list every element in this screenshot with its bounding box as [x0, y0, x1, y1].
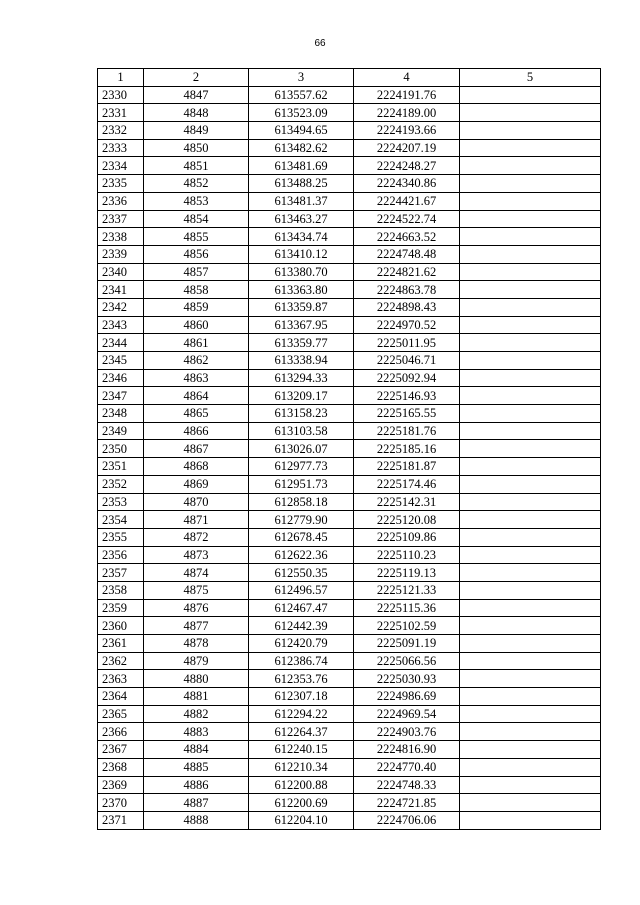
table-cell-col-5: [460, 387, 601, 405]
column-header-3: 3: [249, 69, 354, 87]
table-row: [98, 670, 601, 688]
table-cell-col-2: 4873: [144, 546, 249, 564]
table-cell-col-4: 2225102.59: [354, 617, 460, 635]
table-cell-col-5: [460, 670, 601, 688]
table-cell-col-1: 2354: [98, 511, 144, 529]
coordinates-table: [97, 68, 601, 830]
table-cell-col-1: 2352: [98, 475, 144, 493]
table-row: [98, 493, 601, 511]
table-row: [98, 794, 601, 812]
table-cell-col-2: 4870: [144, 493, 249, 511]
table-row: [98, 741, 601, 759]
table-cell-col-4: 2225185.16: [354, 440, 460, 458]
table-cell-col-3: 613294.33: [249, 369, 354, 387]
table-cell-col-3: 613367.95: [249, 316, 354, 334]
table-cell-col-5: [460, 228, 601, 246]
table-row: [98, 811, 601, 829]
table-cell-col-3: 612240.15: [249, 741, 354, 759]
table-cell-col-2: 4882: [144, 705, 249, 723]
table-cell-col-5: [460, 334, 601, 352]
table-cell-col-4: 2224721.85: [354, 794, 460, 812]
table-cell-col-4: 2224748.33: [354, 776, 460, 794]
table-cell-col-1: 2351: [98, 458, 144, 476]
table-cell-col-3: 612678.45: [249, 528, 354, 546]
table-cell-col-4: 2225066.56: [354, 652, 460, 670]
table-cell-col-1: 2348: [98, 405, 144, 423]
table-cell-col-2: 4856: [144, 245, 249, 263]
table-cell-col-5: [460, 245, 601, 263]
table-cell-col-2: 4864: [144, 387, 249, 405]
table-cell-col-5: [460, 104, 601, 122]
table-cell-col-3: 613359.77: [249, 334, 354, 352]
table-cell-col-4: 2224970.52: [354, 316, 460, 334]
table-cell-col-2: 4871: [144, 511, 249, 529]
table-cell-col-1: 2369: [98, 776, 144, 794]
table-cell-col-1: 2366: [98, 723, 144, 741]
table-row: [98, 334, 601, 352]
table-cell-col-2: 4859: [144, 298, 249, 316]
table-cell-col-3: 613482.62: [249, 139, 354, 157]
table-cell-col-4: 2225030.93: [354, 670, 460, 688]
table-cell-col-1: 2341: [98, 281, 144, 299]
table-cell-col-5: [460, 210, 601, 228]
table-row: [98, 157, 601, 175]
table-cell-col-2: 4849: [144, 122, 249, 140]
table-row: [98, 228, 601, 246]
table-cell-col-4: 2224816.90: [354, 741, 460, 759]
table-cell-col-4: 2224340.86: [354, 175, 460, 193]
column-header-2: 2: [144, 69, 249, 87]
table-row: [98, 546, 601, 564]
table-row: [98, 175, 601, 193]
table-cell-col-4: 2224248.27: [354, 157, 460, 175]
table-cell-col-1: 2339: [98, 245, 144, 263]
table-row: [98, 352, 601, 370]
table-cell-col-1: 2371: [98, 811, 144, 829]
table-cell-col-3: 613363.80: [249, 281, 354, 299]
table-cell-col-5: [460, 422, 601, 440]
table-cell-col-1: 2362: [98, 652, 144, 670]
table-cell-col-3: 613434.74: [249, 228, 354, 246]
table-cell-col-2: 4872: [144, 528, 249, 546]
table-cell-col-2: 4862: [144, 352, 249, 370]
table-cell-col-2: 4883: [144, 723, 249, 741]
table-row: [98, 705, 601, 723]
table-cell-col-2: 4850: [144, 139, 249, 157]
table-cell-col-5: [460, 316, 601, 334]
table-cell-col-4: 2224207.19: [354, 139, 460, 157]
table-cell-col-3: 612496.57: [249, 581, 354, 599]
table-cell-col-2: 4886: [144, 776, 249, 794]
table-row: [98, 652, 601, 670]
table-cell-col-4: 2224748.48: [354, 245, 460, 263]
table-cell-col-4: 2225142.31: [354, 493, 460, 511]
table-cell-col-1: 2330: [98, 86, 144, 104]
table-cell-col-5: [460, 298, 601, 316]
column-header-1: 1: [98, 69, 144, 87]
table-row: [98, 599, 601, 617]
table-row: [98, 210, 601, 228]
table-cell-col-4: 2224986.69: [354, 688, 460, 706]
table-cell-col-3: 613209.17: [249, 387, 354, 405]
table-cell-col-2: 4854: [144, 210, 249, 228]
table-row: [98, 122, 601, 140]
table-cell-col-4: 2225121.33: [354, 581, 460, 599]
table-row: [98, 86, 601, 104]
table-cell-col-2: 4861: [144, 334, 249, 352]
table-cell-col-4: 2224706.06: [354, 811, 460, 829]
table-cell-col-1: 2356: [98, 546, 144, 564]
table-row: [98, 635, 601, 653]
table-cell-col-1: 2340: [98, 263, 144, 281]
table-cell-col-3: 612200.88: [249, 776, 354, 794]
table-cell-col-3: 613494.65: [249, 122, 354, 140]
table-cell-col-4: 2224191.76: [354, 86, 460, 104]
table-cell-col-2: 4865: [144, 405, 249, 423]
table-cell-col-5: [460, 741, 601, 759]
table-cell-col-2: 4888: [144, 811, 249, 829]
table-cell-col-4: 2225110.23: [354, 546, 460, 564]
table-row: [98, 581, 601, 599]
table-cell-col-3: 613026.07: [249, 440, 354, 458]
table-row: [98, 369, 601, 387]
table-cell-col-4: 2225146.93: [354, 387, 460, 405]
table-row: [98, 263, 601, 281]
table-cell-col-1: 2353: [98, 493, 144, 511]
table-cell-col-5: [460, 652, 601, 670]
table-cell-col-1: 2368: [98, 758, 144, 776]
table-cell-col-5: [460, 175, 601, 193]
table-cell-col-5: [460, 635, 601, 653]
table-row: [98, 475, 601, 493]
table-cell-col-3: 613463.27: [249, 210, 354, 228]
table-cell-col-5: [460, 528, 601, 546]
table-cell-col-4: 2224193.66: [354, 122, 460, 140]
table-cell-col-3: 612779.90: [249, 511, 354, 529]
table-row: [98, 139, 601, 157]
table-cell-col-4: 2224663.52: [354, 228, 460, 246]
table-cell-col-1: 2344: [98, 334, 144, 352]
table-cell-col-5: [460, 511, 601, 529]
table-cell-col-3: 612210.34: [249, 758, 354, 776]
table-cell-col-2: 4851: [144, 157, 249, 175]
table-cell-col-5: [460, 493, 601, 511]
table-cell-col-2: 4853: [144, 192, 249, 210]
table-row: [98, 422, 601, 440]
table-cell-col-1: 2360: [98, 617, 144, 635]
table-cell-col-4: 2225119.13: [354, 564, 460, 582]
table-cell-col-4: 2225181.76: [354, 422, 460, 440]
table-cell-col-4: 2225174.46: [354, 475, 460, 493]
table-cell-col-1: 2364: [98, 688, 144, 706]
table-cell-col-5: [460, 440, 601, 458]
table-cell-col-1: 2365: [98, 705, 144, 723]
table-cell-col-2: 4858: [144, 281, 249, 299]
table-cell-col-5: [460, 263, 601, 281]
table-cell-col-2: 4869: [144, 475, 249, 493]
table-cell-col-5: [460, 546, 601, 564]
table-cell-col-5: [460, 564, 601, 582]
table-cell-col-3: 613481.69: [249, 157, 354, 175]
table-cell-col-3: 613488.25: [249, 175, 354, 193]
table-cell-col-3: 613410.12: [249, 245, 354, 263]
table-cell-col-3: 612622.36: [249, 546, 354, 564]
table-cell-col-3: 613380.70: [249, 263, 354, 281]
table-cell-col-5: [460, 458, 601, 476]
table-cell-col-1: 2358: [98, 581, 144, 599]
table-cell-col-1: 2342: [98, 298, 144, 316]
table-row: [98, 758, 601, 776]
table-cell-col-3: 613338.94: [249, 352, 354, 370]
table-cell-col-4: 2224903.76: [354, 723, 460, 741]
table-cell-col-5: [460, 122, 601, 140]
table-cell-col-3: 613481.37: [249, 192, 354, 210]
table-cell-col-2: 4847: [144, 86, 249, 104]
table-cell-col-3: 612307.18: [249, 688, 354, 706]
table-row: [98, 723, 601, 741]
table-cell-col-2: 4868: [144, 458, 249, 476]
table-cell-col-4: 2225092.94: [354, 369, 460, 387]
table-row: [98, 405, 601, 423]
table-cell-col-3: 612353.76: [249, 670, 354, 688]
table-cell-col-2: 4885: [144, 758, 249, 776]
table-cell-col-1: 2370: [98, 794, 144, 812]
table-header-row: [98, 69, 601, 87]
table-cell-col-1: 2332: [98, 122, 144, 140]
table-cell-col-3: 613557.62: [249, 86, 354, 104]
table-cell-col-4: 2224863.78: [354, 281, 460, 299]
table-cell-col-3: 612204.10: [249, 811, 354, 829]
table-cell-col-5: [460, 157, 601, 175]
table-cell-col-5: [460, 758, 601, 776]
table-cell-col-5: [460, 475, 601, 493]
table-row: [98, 776, 601, 794]
table-cell-col-2: 4867: [144, 440, 249, 458]
table-row: [98, 528, 601, 546]
table-cell-col-2: 4879: [144, 652, 249, 670]
table-cell-col-1: 2357: [98, 564, 144, 582]
table-cell-col-4: 2225011.95: [354, 334, 460, 352]
table-cell-col-1: 2363: [98, 670, 144, 688]
table-cell-col-5: [460, 794, 601, 812]
column-header-4: 4: [354, 69, 460, 87]
table-cell-col-5: [460, 705, 601, 723]
table-cell-col-3: 612386.74: [249, 652, 354, 670]
table-cell-col-2: 4860: [144, 316, 249, 334]
table-cell-col-2: 4875: [144, 581, 249, 599]
table-cell-col-1: 2343: [98, 316, 144, 334]
table-cell-col-2: 4866: [144, 422, 249, 440]
table-cell-col-4: 2224898.43: [354, 298, 460, 316]
table-cell-col-4: 2225109.86: [354, 528, 460, 546]
table-body: [98, 86, 601, 829]
table-cell-col-1: 2361: [98, 635, 144, 653]
table-cell-col-3: 613103.58: [249, 422, 354, 440]
table-cell-col-4: 2224421.67: [354, 192, 460, 210]
table-cell-col-4: 2225120.08: [354, 511, 460, 529]
table-cell-col-2: 4887: [144, 794, 249, 812]
table-cell-col-1: 2349: [98, 422, 144, 440]
table-cell-col-1: 2345: [98, 352, 144, 370]
column-header-5: 5: [460, 69, 601, 87]
table-cell-col-3: 612951.73: [249, 475, 354, 493]
table-cell-col-1: 2347: [98, 387, 144, 405]
table-cell-col-4: 2225115.36: [354, 599, 460, 617]
table-cell-col-4: 2224770.40: [354, 758, 460, 776]
table-row: [98, 192, 601, 210]
table-cell-col-3: 612442.39: [249, 617, 354, 635]
table-cell-col-3: 612200.69: [249, 794, 354, 812]
table-cell-col-1: 2331: [98, 104, 144, 122]
table-cell-col-2: 4878: [144, 635, 249, 653]
table-cell-col-4: 2225165.55: [354, 405, 460, 423]
table-cell-col-1: 2337: [98, 210, 144, 228]
table-cell-col-2: 4863: [144, 369, 249, 387]
table-cell-col-2: 4857: [144, 263, 249, 281]
table-cell-col-5: [460, 405, 601, 423]
table-row: [98, 511, 601, 529]
table-cell-col-3: 613523.09: [249, 104, 354, 122]
table-row: [98, 564, 601, 582]
table-cell-col-1: 2359: [98, 599, 144, 617]
table-cell-col-5: [460, 776, 601, 794]
table-cell-col-2: 4877: [144, 617, 249, 635]
table-cell-col-5: [460, 688, 601, 706]
table-cell-col-5: [460, 369, 601, 387]
table-cell-col-3: 613158.23: [249, 405, 354, 423]
table-cell-col-1: 2355: [98, 528, 144, 546]
table-cell-col-3: 612264.37: [249, 723, 354, 741]
table-cell-col-3: 612858.18: [249, 493, 354, 511]
table-cell-col-1: 2336: [98, 192, 144, 210]
table-cell-col-3: 613359.87: [249, 298, 354, 316]
table-cell-col-2: 4874: [144, 564, 249, 582]
table-cell-col-5: [460, 599, 601, 617]
table-cell-col-3: 612420.79: [249, 635, 354, 653]
table-cell-col-1: 2334: [98, 157, 144, 175]
table-cell-col-1: 2350: [98, 440, 144, 458]
table-cell-col-3: 612467.47: [249, 599, 354, 617]
table-row: [98, 281, 601, 299]
table-row: [98, 316, 601, 334]
table-cell-col-1: 2333: [98, 139, 144, 157]
table-cell-col-4: 2224821.62: [354, 263, 460, 281]
table-row: [98, 458, 601, 476]
table-row: [98, 387, 601, 405]
table-cell-col-5: [460, 617, 601, 635]
table-cell-col-2: 4884: [144, 741, 249, 759]
table-cell-col-4: 2225046.71: [354, 352, 460, 370]
table-cell-col-2: 4881: [144, 688, 249, 706]
table-cell-col-1: 2367: [98, 741, 144, 759]
table-cell-col-1: 2346: [98, 369, 144, 387]
table-row: [98, 245, 601, 263]
table-cell-col-5: [460, 352, 601, 370]
table-cell-col-2: 4855: [144, 228, 249, 246]
table-cell-col-4: 2224189.00: [354, 104, 460, 122]
table-cell-col-5: [460, 811, 601, 829]
table-cell-col-5: [460, 192, 601, 210]
table-cell-col-5: [460, 723, 601, 741]
table-cell-col-5: [460, 86, 601, 104]
table-cell-col-2: 4848: [144, 104, 249, 122]
page-number: 66: [314, 38, 326, 49]
table-cell-col-5: [460, 281, 601, 299]
table-cell-col-1: 2338: [98, 228, 144, 246]
table-row: [98, 440, 601, 458]
table-cell-col-3: 612294.22: [249, 705, 354, 723]
table-cell-col-2: 4852: [144, 175, 249, 193]
table-cell-col-5: [460, 139, 601, 157]
table-cell-col-4: 2225091.19: [354, 635, 460, 653]
table-cell-col-4: 2224522.74: [354, 210, 460, 228]
table-row: [98, 298, 601, 316]
table-row: [98, 688, 601, 706]
table-cell-col-2: 4880: [144, 670, 249, 688]
table-cell-col-4: 2224969.54: [354, 705, 460, 723]
table-cell-col-1: 2335: [98, 175, 144, 193]
table-row: [98, 617, 601, 635]
table-cell-col-3: 612977.73: [249, 458, 354, 476]
table-cell-col-3: 612550.35: [249, 564, 354, 582]
table-row: [98, 104, 601, 122]
table-cell-col-5: [460, 581, 601, 599]
table-cell-col-4: 2225181.87: [354, 458, 460, 476]
table-cell-col-2: 4876: [144, 599, 249, 617]
